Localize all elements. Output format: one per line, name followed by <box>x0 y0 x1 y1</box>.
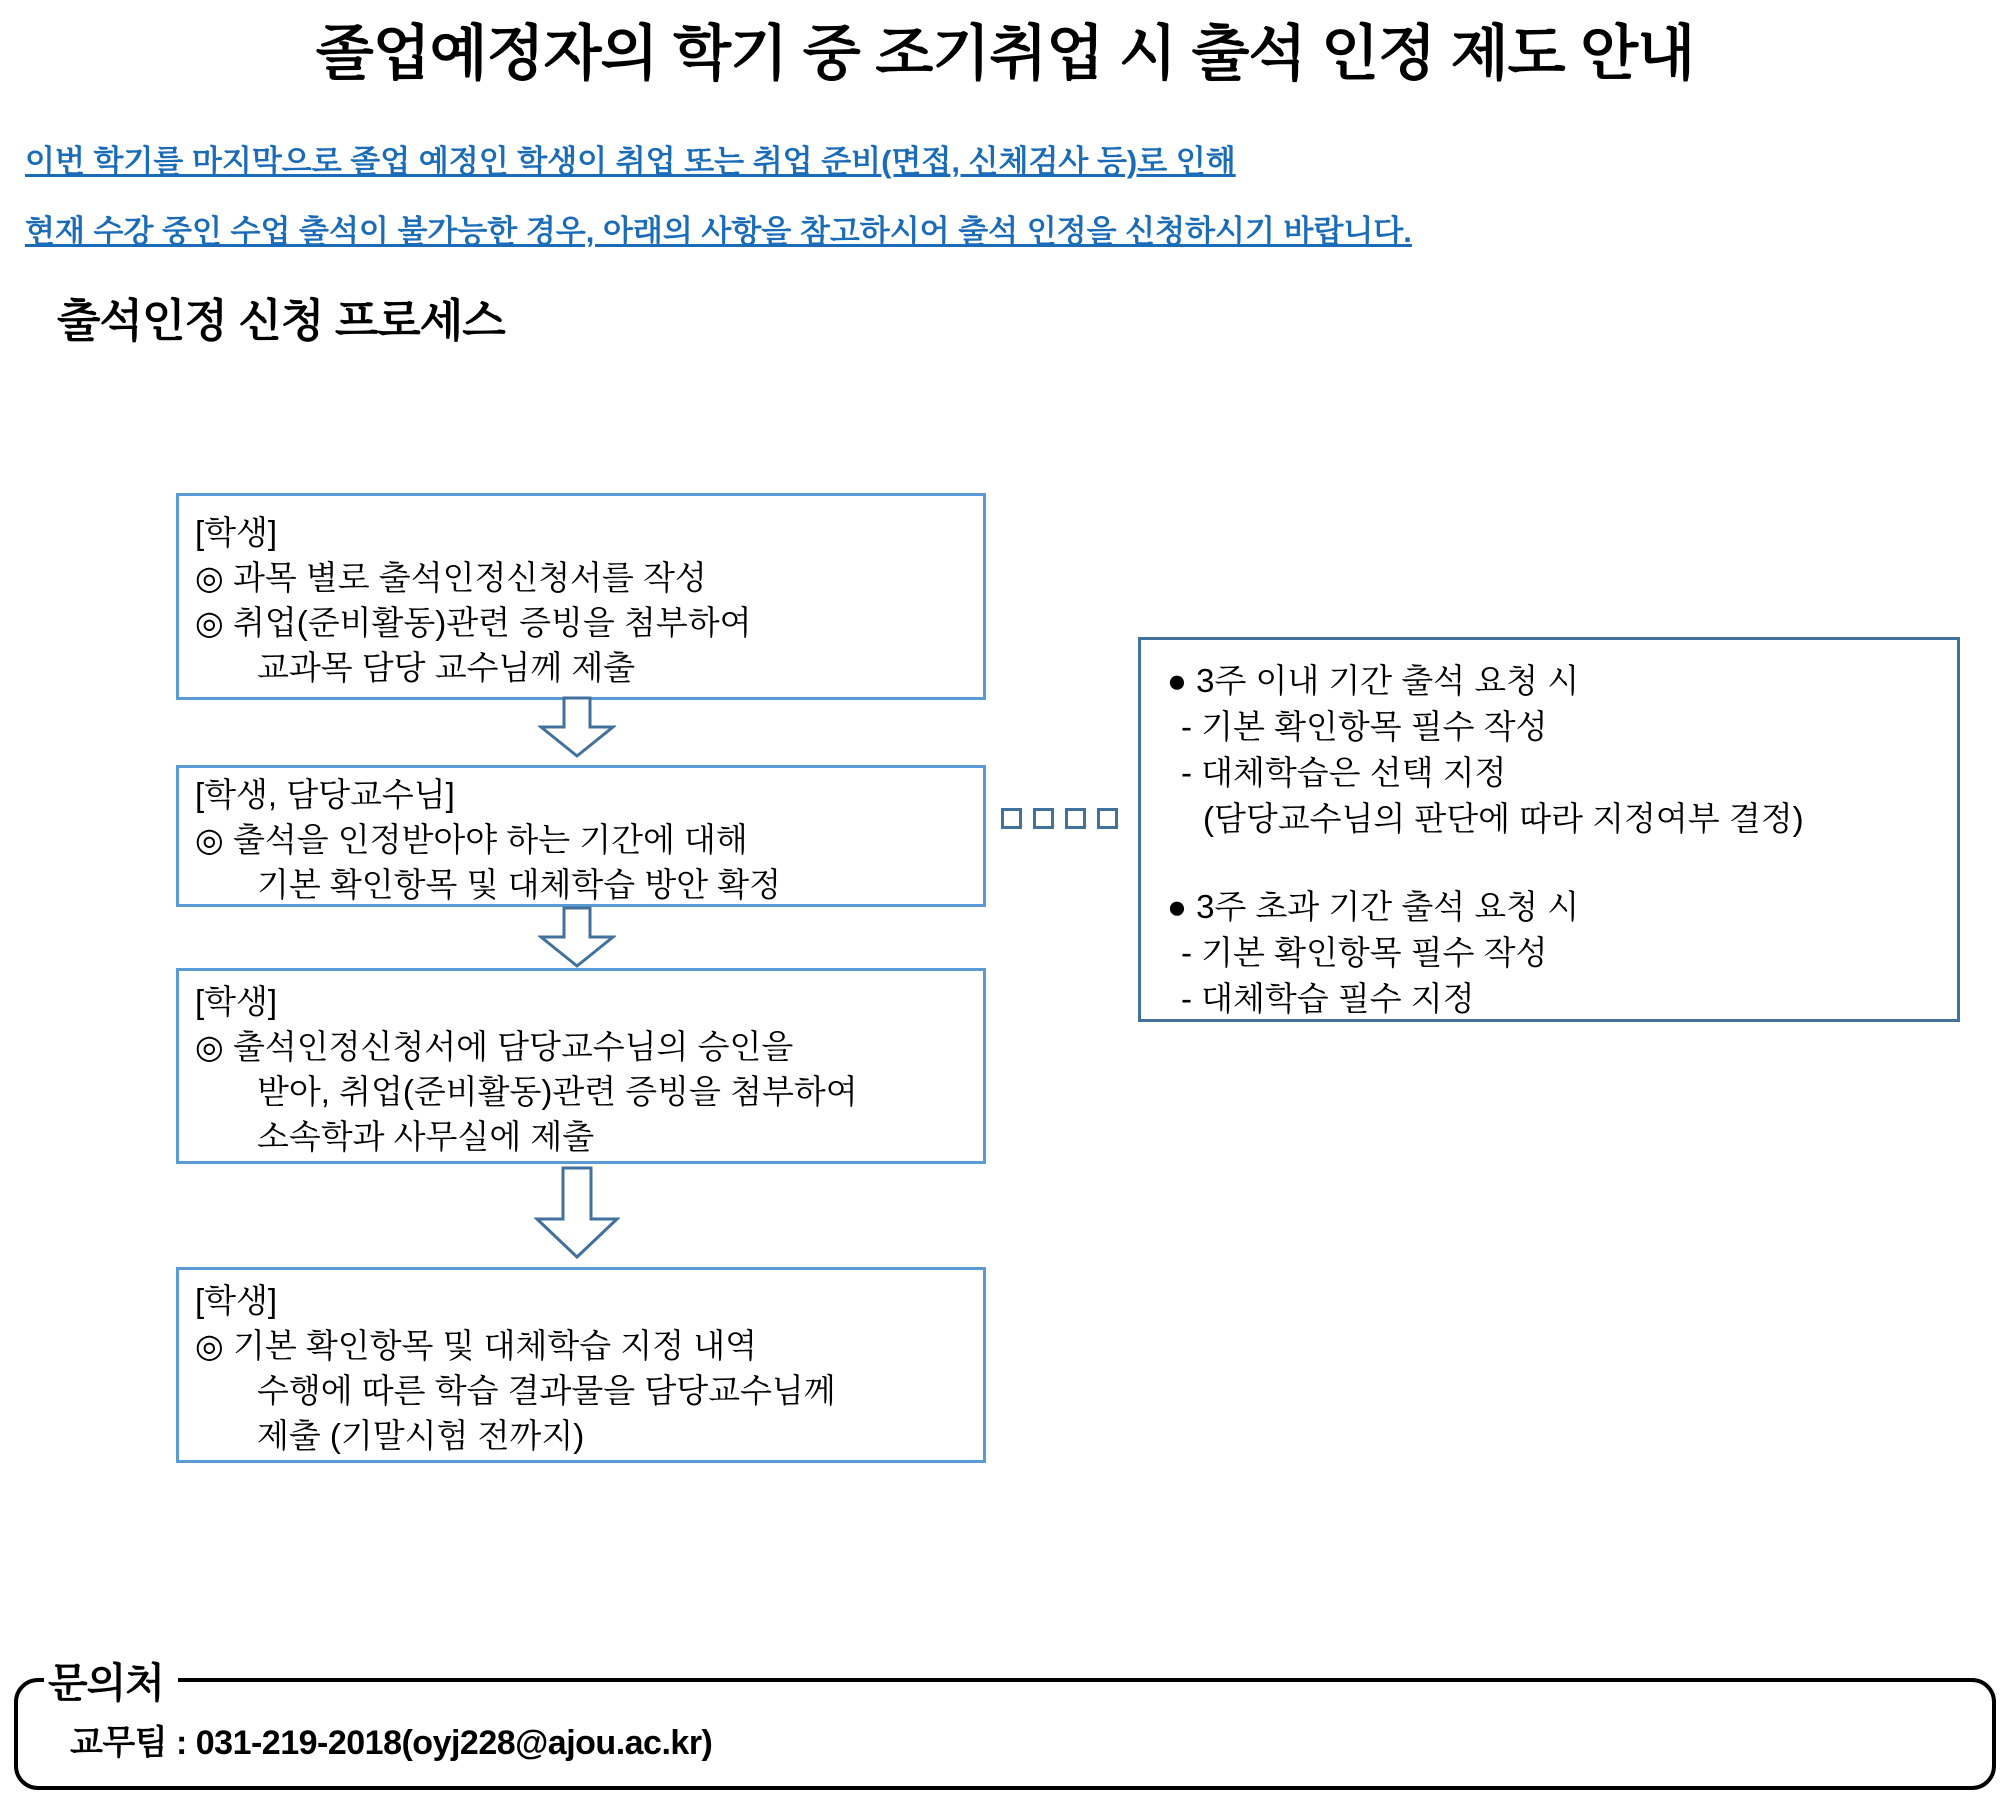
connector-square-icon <box>1097 808 1118 829</box>
flow-box-submit-results <box>176 1267 986 1463</box>
box-line: ◎ 과목 별로 출석인정신청서를 작성 <box>195 559 707 596</box>
box-line: ◎ 취업(준비활동)관련 증빙을 첨부하여 <box>195 604 752 641</box>
side-box-item: - 대체학습 필수 지정 <box>1181 980 1475 1017</box>
section-heading: 출석인정 신청 프로세스 <box>57 295 505 346</box>
box-line: ◎ 출석을 인정받아야 하는 기간에 대해 <box>195 821 748 858</box>
box-line: [학생, 담당교수님] <box>195 776 455 813</box>
side-box-item: - 기본 확인항목 필수 작성 <box>1181 708 1548 745</box>
contact-box <box>14 1650 1996 1790</box>
box-line: [학생] <box>195 514 278 551</box>
box-line: 소속학과 사무실에 제출 <box>257 1118 595 1155</box>
side-note-box <box>1138 637 1960 1022</box>
down-arrow-icon <box>534 1166 620 1260</box>
page-title: 졸업예정자의 학기 중 조기취업 시 출석 인정 제도 안내 <box>315 20 1695 87</box>
connector-square-icon <box>1001 808 1022 829</box>
side-box-heading: ● 3주 이내 기간 출석 요청 시 <box>1167 662 1580 699</box>
connector-square-icon <box>1033 808 1054 829</box>
side-box-item: - 대체학습은 선택 지정 <box>1181 754 1507 791</box>
box-line: 수행에 따른 학습 결과물을 담당교수님께 <box>257 1372 836 1409</box>
box-line: [학생] <box>195 1282 278 1319</box>
contact-legend: 문의처 <box>48 1660 164 1706</box>
flow-box-student-apply <box>176 493 986 700</box>
box-line: ◎ 기본 확인항목 및 대체학습 지정 내역 <box>195 1327 757 1364</box>
intro-line-1: 이번 학기를 마지막으로 졸업 예정인 학생이 취업 또는 취업 준비(면접, 신체검사 등)로 인해 <box>25 144 1236 179</box>
box-line: 받아, 취업(준비활동)관련 증빙을 첨부하여 <box>257 1073 858 1110</box>
box-line: 교과목 담당 교수님께 제출 <box>257 649 636 686</box>
box-line: 기본 확인항목 및 대체학습 방안 확정 <box>257 866 782 903</box>
intro-line-2: 현재 수강 중인 수업 출석이 불가능한 경우, 아래의 사항을 참고하시어 출석 인정을 신청하시기 바랍니다. <box>25 214 1412 249</box>
contact-info: 교무팀 : 031-219-2018(oyj228@ajou.ac.kr) <box>70 1724 713 1762</box>
box-line: ◎ 출석인정신청서에 담당교수님의 승인을 <box>195 1028 794 1065</box>
down-arrow-icon <box>538 696 616 758</box>
connector-square-icon <box>1065 808 1086 829</box>
side-box-item: (담당교수님의 판단에 따라 지정여부 결정) <box>1203 800 1804 837</box>
box-line: [학생] <box>195 983 278 1020</box>
flow-box-confirm-period <box>176 765 986 907</box>
side-box-item: - 기본 확인항목 필수 작성 <box>1181 934 1548 971</box>
box-line: 제출 (기말시험 전까지) <box>257 1417 585 1454</box>
flow-box-submit-office <box>176 968 986 1164</box>
down-arrow-icon <box>538 906 616 968</box>
side-box-heading: ● 3주 초과 기간 출석 요청 시 <box>1167 888 1580 925</box>
